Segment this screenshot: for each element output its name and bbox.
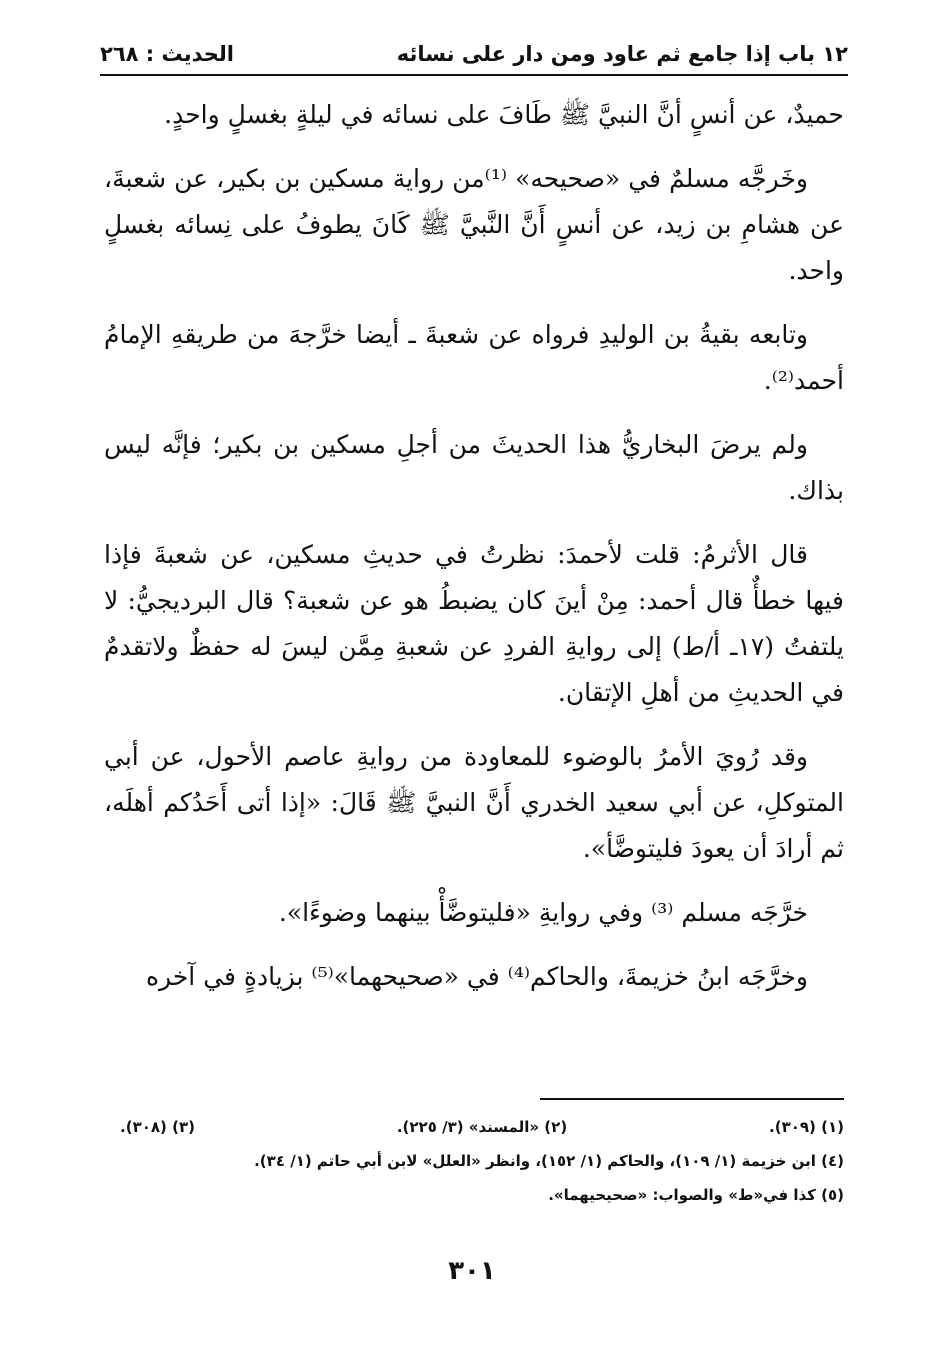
footnote-5: (٥) كذا في«ط» والصواب: «صحيحيهما». [548, 1186, 844, 1204]
hadith-number: الحديث : ٢٦٨ [100, 42, 234, 66]
paragraph-5: قال الأثرمُ: قلت لأحمدَ: نظرتُ في حديثِ مسكين، عن شعبةَ فإذا فيها خطأٌ قال أحمد: مِنْ أينَ كان يضبطُ هو عن شعبة؟ قال البرديجيُّ: لا يلتفتُ (١٧ـ أ/ط) إلى روايةِ الفردِ عن شعبةِ مِمَّن ليسَ له حفظٌ ولاتقدمٌ في الحديثِ من أهلِ الإتقان. [104, 540, 844, 707]
footnote-divider [540, 1098, 844, 1100]
footnote-1: (١) (٣٠٩). [769, 1118, 844, 1136]
paragraph-1: حميدٌ، عن أنسٍ أنَّ النبيَّ ﷺ طَافَ على نسائه في ليلةٍ بغسلٍ واحدٍ. [164, 100, 844, 129]
header-divider [100, 74, 848, 76]
paragraph-4: ولم يرضَ البخاريُّ هذا الحديثَ من أجلِ مسكين بن بكير؛ فإنَّه ليس بذاك. [104, 430, 844, 505]
paragraph-6: وقد رُويَ الأمرُ بالوضوء للمعاودة من روايةِ عاصم الأحول، عن أبي المتوكلِ، عن أبي سعيد الخدري أَنَّ النبيَّ ﷺ قَالَ: «إذا أتى أَحَدُكم أهلَه، ثم أرادَ أن يعودَ فليتوضَّأ». [104, 742, 844, 863]
paragraph-8: وخرَّجَه ابنُ خزيمةَ، والحاكم⁽⁴⁾ في «صحيحهما»⁽⁵⁾ بزيادةٍ في آخره [145, 962, 808, 991]
paragraph-3: وتابعه بقيةُ بن الوليدِ فرواه عن شعبةَ ـ أيضا خرَّجهَ من طريقهِ الإمامُ أحمد⁽²⁾. [104, 320, 844, 395]
footnote-3: (٣) (٣٠٨). [120, 1118, 195, 1136]
page-number: ٣٠١ [448, 1256, 496, 1286]
main-text [104, 92, 844, 1018]
running-header [100, 42, 848, 72]
footnote-row-1 [120, 1110, 844, 1144]
footnote-4: (٤) ابن خزيمة (١/ ١٠٩)، والحاكم (١/ ١٥٢)، وانظر «العلل» لابن أبي حاتم (١/ ٣٤). [254, 1152, 844, 1170]
paragraph-7: خرَّجَه مسلم ⁽³⁾ وفي روايةِ «فليتوضَّأْ بينهما وضوءًا». [278, 898, 808, 927]
footnote-2: (٢) «المسند» (٣/ ٢٢٥). [396, 1118, 568, 1136]
chapter-title: ١٢ باب إذا جامع ثم عاود ومن دار على نسائه [396, 42, 848, 66]
paragraph-2: وخَرجَّه مسلمٌ في «صحيحه» ⁽¹⁾من رواية مسكين بن بكير، عن شعبةَ، عن هشامِ بن زيد، عن أنسٍ أَنَّ النَّبيَّ ﷺ كَانَ يطوفُ على نِسائه بغسلٍ واحد. [104, 164, 844, 285]
footnotes [120, 1110, 844, 1212]
